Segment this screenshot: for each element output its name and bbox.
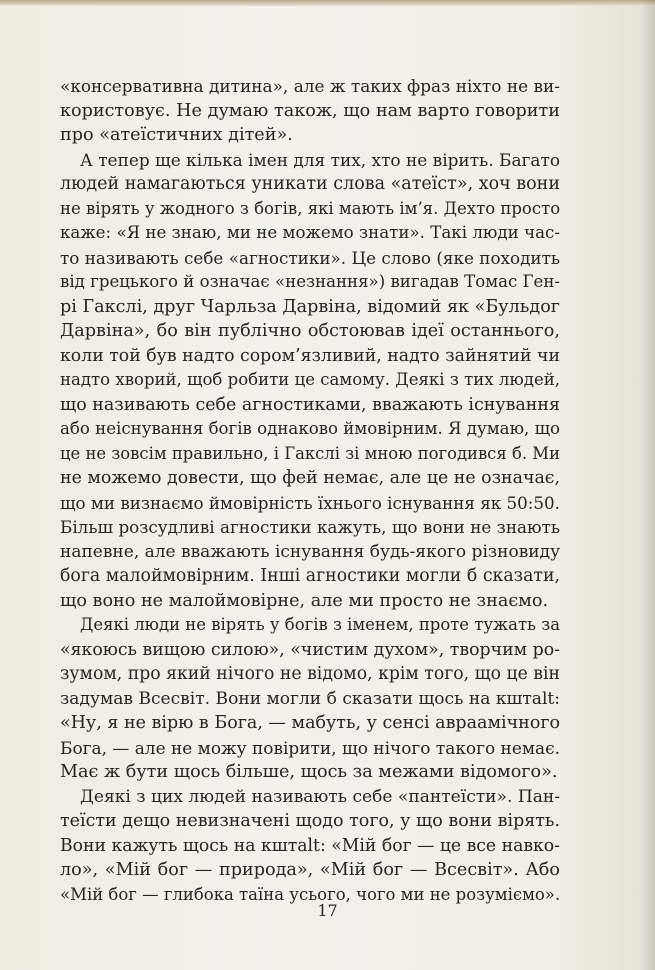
text-line: А тепер ще кілька імен для тих, хто не вірить. Багато bbox=[80, 149, 560, 170]
text-line: що ми визнаємо ймовірність їхнього існування як 50:50. bbox=[60, 492, 560, 513]
text-line: коли той був надто сором’язливий, надто зайнятий чи bbox=[60, 345, 561, 366]
paragraph bbox=[60, 613, 560, 785]
text-line: від грецького й означає «незнання») вигадав Томас Ген- bbox=[60, 272, 560, 291]
text-line: про «атеїстичних дітей». bbox=[60, 125, 293, 145]
paragraph bbox=[60, 785, 560, 908]
text-line: бога малоймовірним. Інші агностики могли б сказати, bbox=[60, 566, 560, 586]
text-line: що називають себе агностиками, вважають існування bbox=[60, 394, 560, 415]
text-line: Дарвіна», бо він публічно обстоював ідеї останнього, bbox=[60, 321, 560, 341]
text-line: Більш розсудливі агностики кажуть, що вони не знають bbox=[60, 517, 560, 537]
text-line: «якоюсь вищою силою», «чистим духом», творчим ро- bbox=[60, 639, 560, 660]
text-line: Деякі з цих людей називають себе «пантеїсти». Пан- bbox=[80, 786, 560, 807]
text-line: зумом, про який нічого не відомо, крім того, що це він bbox=[60, 664, 560, 684]
text-line: «Мій бог — глибока таїна усього, чого ми не розуміємо». bbox=[60, 884, 561, 904]
text-line: Бога, — але не можу повірити, що нічого такого немає. bbox=[60, 737, 561, 758]
text-line: «Ну, я не вірю в Бога, — мабуть, у сенсі авраамічного bbox=[60, 713, 560, 733]
text-line: Має ж бути щось більше, щось за межами відомого». bbox=[60, 762, 558, 782]
paragraph bbox=[60, 74, 560, 148]
page-top-edge bbox=[0, 0, 655, 6]
paragraph bbox=[60, 148, 560, 614]
text-line: Деякі люди не вірять у богів з іменем, проте тужать за bbox=[80, 615, 560, 634]
body-text bbox=[60, 74, 560, 907]
text-line: то називають себе «агностики». Це слово (яке походить bbox=[60, 247, 560, 268]
text-line: не можемо довести, що фей немає, але це не означає, bbox=[60, 468, 561, 488]
text-line: каже: «Я не знаю, ми не можемо знати». Такі люди час- bbox=[60, 223, 560, 242]
text-line: що воно не малоймовірне, але ми просто не знаємо. bbox=[60, 590, 549, 611]
text-line: напевне, але вважають існування будь-якого різновиду bbox=[60, 541, 561, 562]
text-line: користовує. Не думаю також, що нам варто говорити bbox=[60, 100, 560, 121]
text-line: задумав Всесвіт. Вони могли б сказати щось на кштalt: bbox=[60, 688, 560, 709]
text-line: «консервативна дитина», але ж таких фраз ніхто не ви- bbox=[60, 76, 560, 96]
page-gutter-shadow bbox=[641, 0, 655, 970]
text-line: Вони кажуть щось на кштalt: «Мій бог — це все навко- bbox=[60, 835, 560, 856]
text-line: людей намагаються уникати слова «атеїст», хоч вони bbox=[60, 174, 560, 194]
text-line: теїсти дещо невизначені щодо того, у що вони вірять. bbox=[60, 811, 560, 831]
page-number: 17 bbox=[317, 901, 338, 920]
text-line: це не зовсім правильно, і Гакслі зі мною погодився б. Ми bbox=[60, 443, 560, 463]
text-line: надто хворий, щоб робити це самому. Деякі з тих людей, bbox=[60, 370, 560, 389]
text-line: ло», «Мій бог — природа», «Мій бог — Всесвіт». Або bbox=[60, 860, 560, 880]
text-line: рі Гакслі, друг Чарльза Дарвіна, відомий як «Бульдог bbox=[60, 296, 560, 317]
text-line: або неіснування богів однаково ймовірним. Я думаю, що bbox=[60, 419, 560, 438]
text-line: не вірять у жодного з богів, які мають ім’я. Дехто просто bbox=[60, 198, 561, 218]
